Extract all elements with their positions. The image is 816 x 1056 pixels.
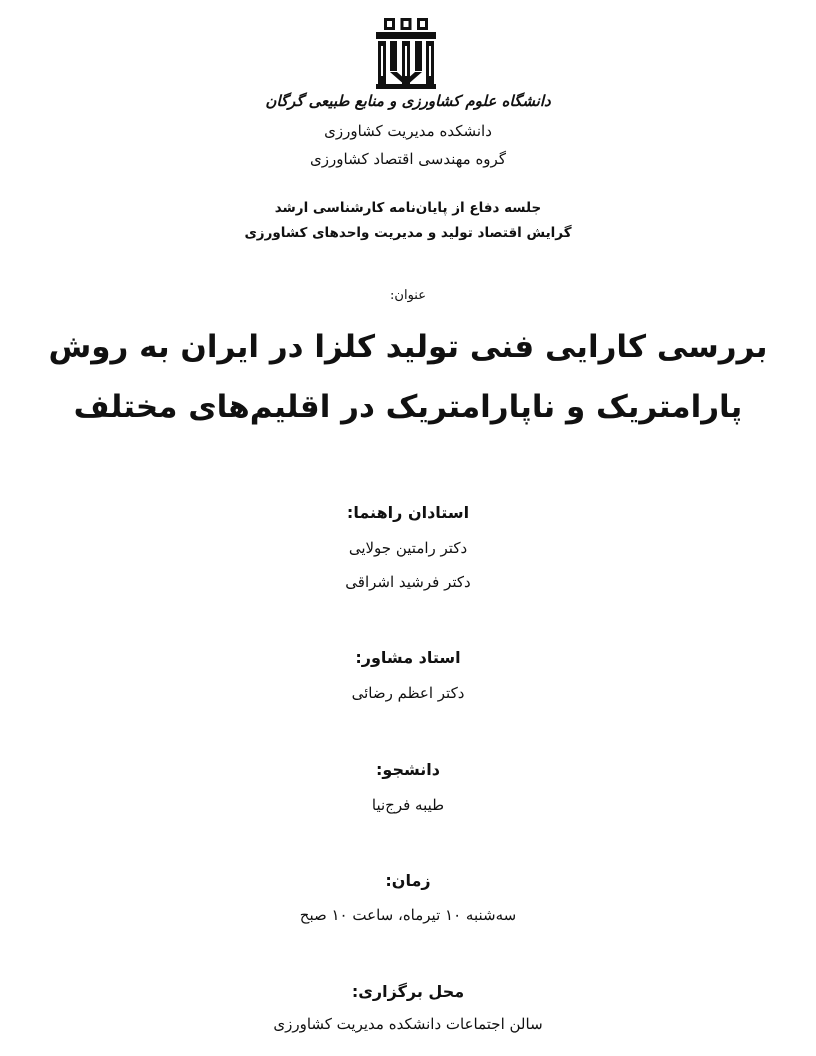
university-name: دانشگاه علوم کشاورزی و منابع طبیعی گرگان: [265, 92, 551, 110]
thesis-title-line-1: بررسی کارایی فنی تولید کلزا در ایران به روش: [48, 329, 768, 365]
venue-heading: محل برگزاری:: [351, 982, 465, 1001]
defense-specialization-line: گرایش اقتصاد تولید و مدیریت واحدهای کشاورزی: [244, 225, 572, 241]
time-value: سه‌شنبه ۱۰ تیرماه، ساعت ۱۰ صبح: [299, 906, 517, 924]
university-logo: [370, 16, 442, 90]
advisor-heading: استاد مشاور:: [355, 648, 461, 667]
supervisor-name-1: دکتر رامتین جولایی: [348, 539, 468, 557]
time-heading: زمان:: [385, 871, 431, 890]
thesis-title-line-2: پارامتریک و ناپارامتریک در اقلیم‌های مختلف: [73, 389, 743, 425]
department-name: گروه مهندسی اقتصاد کشاورزی: [310, 150, 506, 168]
advisor-name: دکتر اعظم رضائی: [351, 684, 465, 702]
student-name: طیبه فرج‌نیا: [371, 796, 445, 814]
student-heading: دانشجو:: [376, 760, 440, 779]
supervisor-name-2: دکتر فرشید اشراقی: [345, 573, 471, 591]
defense-session-line: جلسه دفاع از پایان‌نامه کارشناسی ارشد: [274, 200, 542, 216]
title-label: عنوان:: [390, 288, 426, 303]
venue-value: سالن اجتماعات دانشکده مدیریت کشاورزی: [273, 1015, 543, 1033]
faculty-name: دانشکده مدیریت کشاورزی: [324, 122, 492, 140]
supervisors-heading: استادان راهنما:: [346, 503, 470, 522]
